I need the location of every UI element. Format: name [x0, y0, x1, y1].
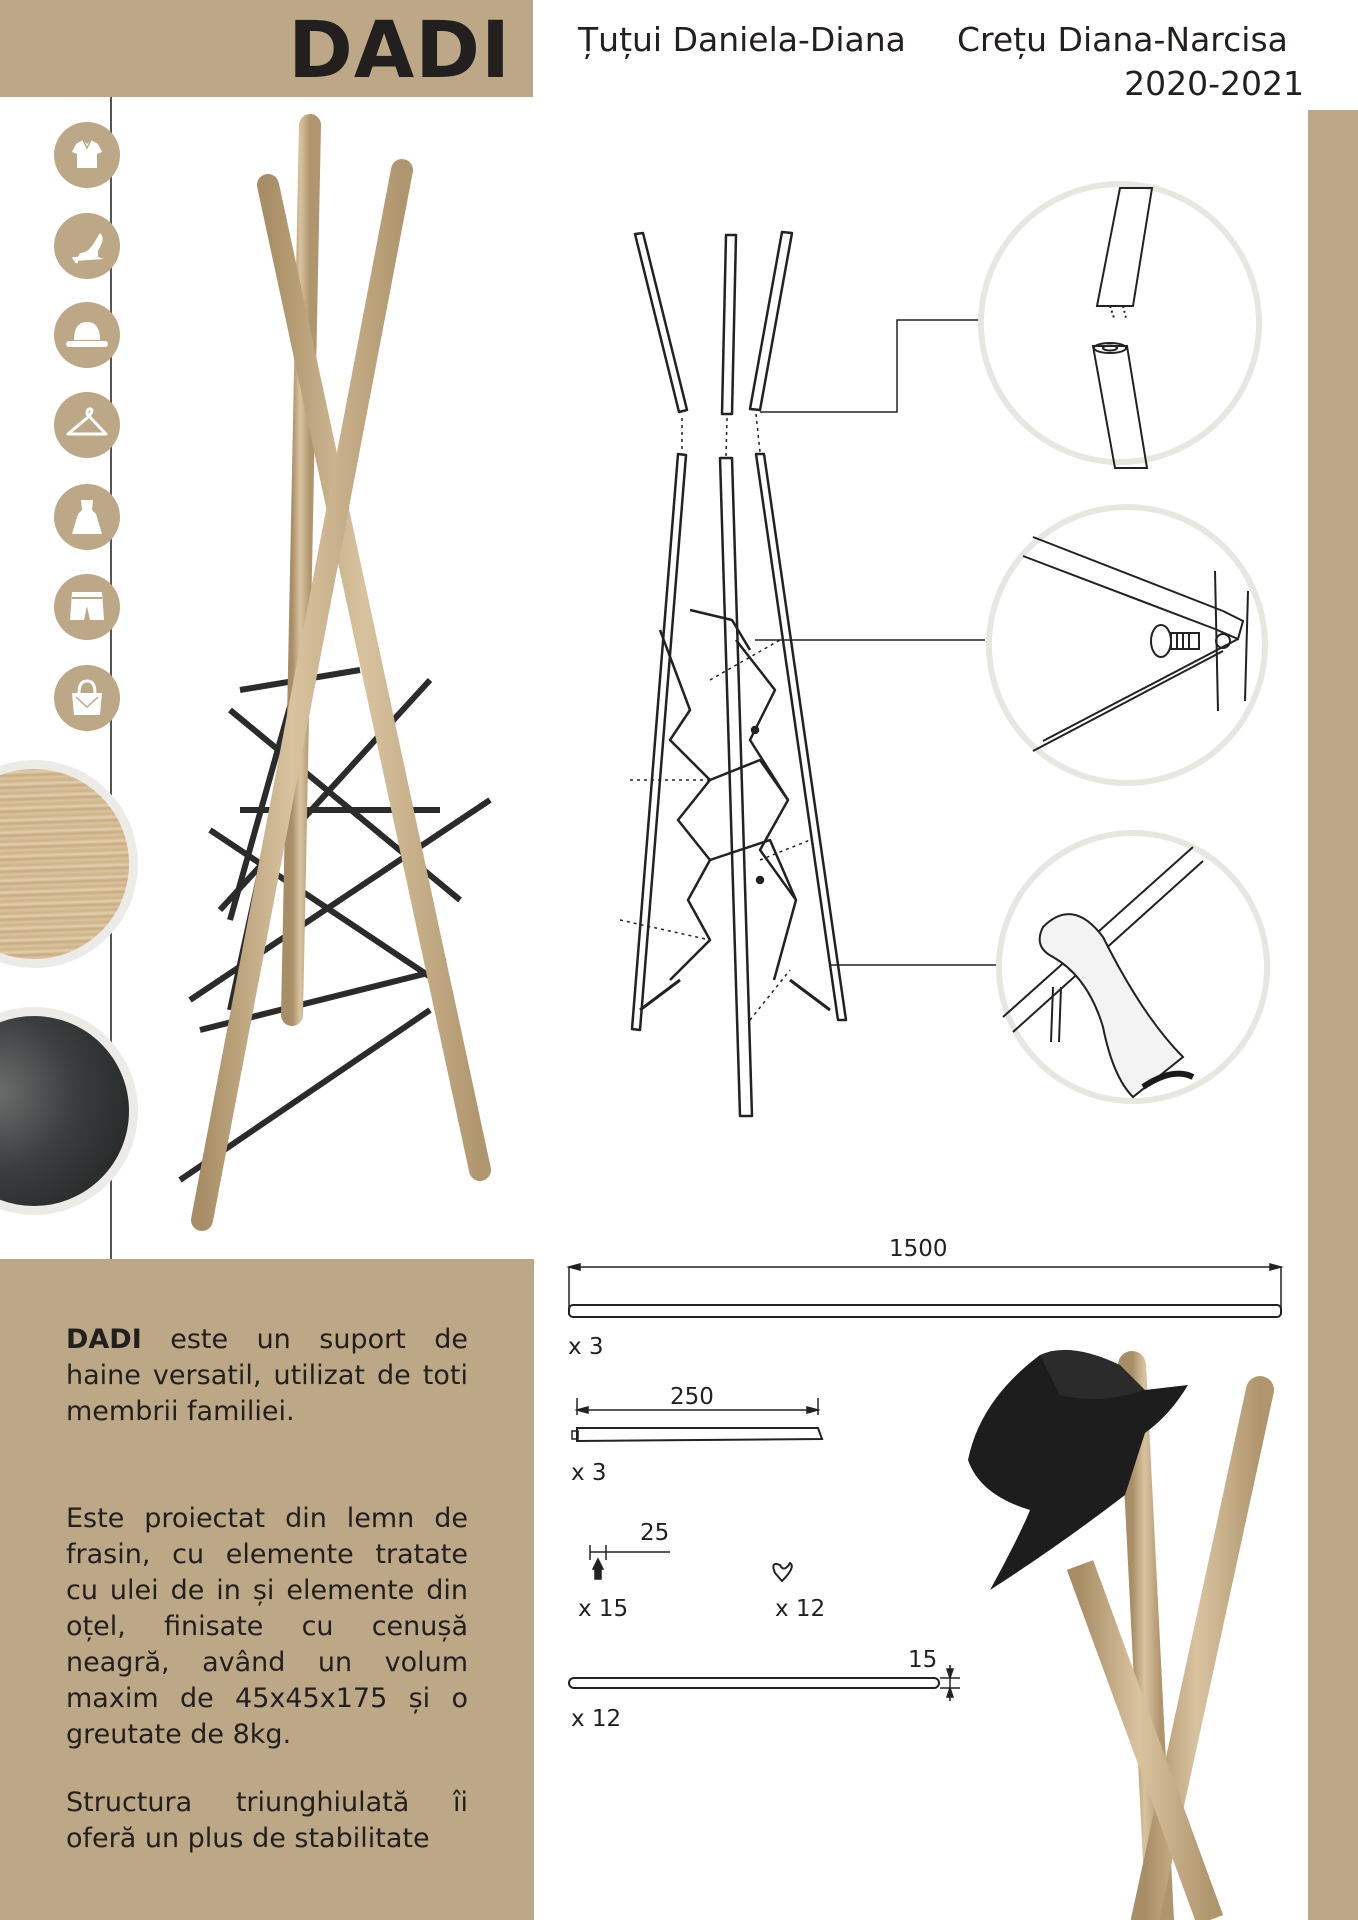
page-title: DADI — [288, 6, 511, 96]
dress-icon — [54, 484, 120, 550]
top-quantity: x 3 — [571, 1460, 607, 1486]
description-text-1: este un suport de haine versatil, utilizat de toti membrii familiei. — [66, 1324, 468, 1427]
rod-quantity: x 12 — [571, 1706, 622, 1732]
detail-screw-circle — [983, 501, 1271, 789]
description-paragraph-3: Structura triunghiulată îi oferă un plus de stabilitate — [66, 1787, 468, 1854]
screw-quantity: x 15 — [578, 1596, 629, 1622]
screw-size-label: 25 — [640, 1520, 670, 1546]
wood-material-swatch — [0, 760, 138, 968]
shoe-icon — [54, 213, 120, 279]
steel-material-swatch — [0, 1007, 138, 1215]
description-paragraph-1 — [66, 1322, 468, 1430]
hat-icon — [54, 302, 120, 368]
author-1: Țuțui Daniela-Diana — [578, 20, 906, 59]
shorts-icon — [54, 574, 120, 640]
description-paragraph-2: Este proiectat din lemn de frasin, cu elemente tratate cu ulei de in și elemente din oțel, finisate cu cenușă neagră, având un volum maxim de 45x45x175 și o greutate de 8kg. — [66, 1503, 468, 1750]
top-length-label: 250 — [670, 1384, 714, 1410]
detail-hook-circle — [993, 827, 1273, 1107]
pole-quantity: x 3 — [568, 1334, 604, 1360]
exploded-view-drawing — [560, 220, 860, 1130]
detail-joint-circle — [975, 178, 1265, 468]
hook-quantity: x 12 — [775, 1596, 826, 1622]
rod-diameter-label: 15 — [908, 1647, 938, 1673]
description-brand: DADI — [66, 1324, 142, 1355]
shirt-icon — [54, 122, 120, 188]
pole-length-label: 1500 — [889, 1236, 948, 1262]
hanger-icon — [54, 392, 120, 458]
year: 2020-2021 — [1124, 64, 1304, 103]
author-2: Crețu Diana-Narcisa — [957, 20, 1288, 59]
hat-on-rack-render — [960, 1345, 1305, 1920]
right-stripe — [1308, 110, 1358, 1920]
handbag-icon — [54, 665, 120, 731]
coat-rack-render — [150, 110, 530, 1250]
title-band — [0, 0, 533, 97]
